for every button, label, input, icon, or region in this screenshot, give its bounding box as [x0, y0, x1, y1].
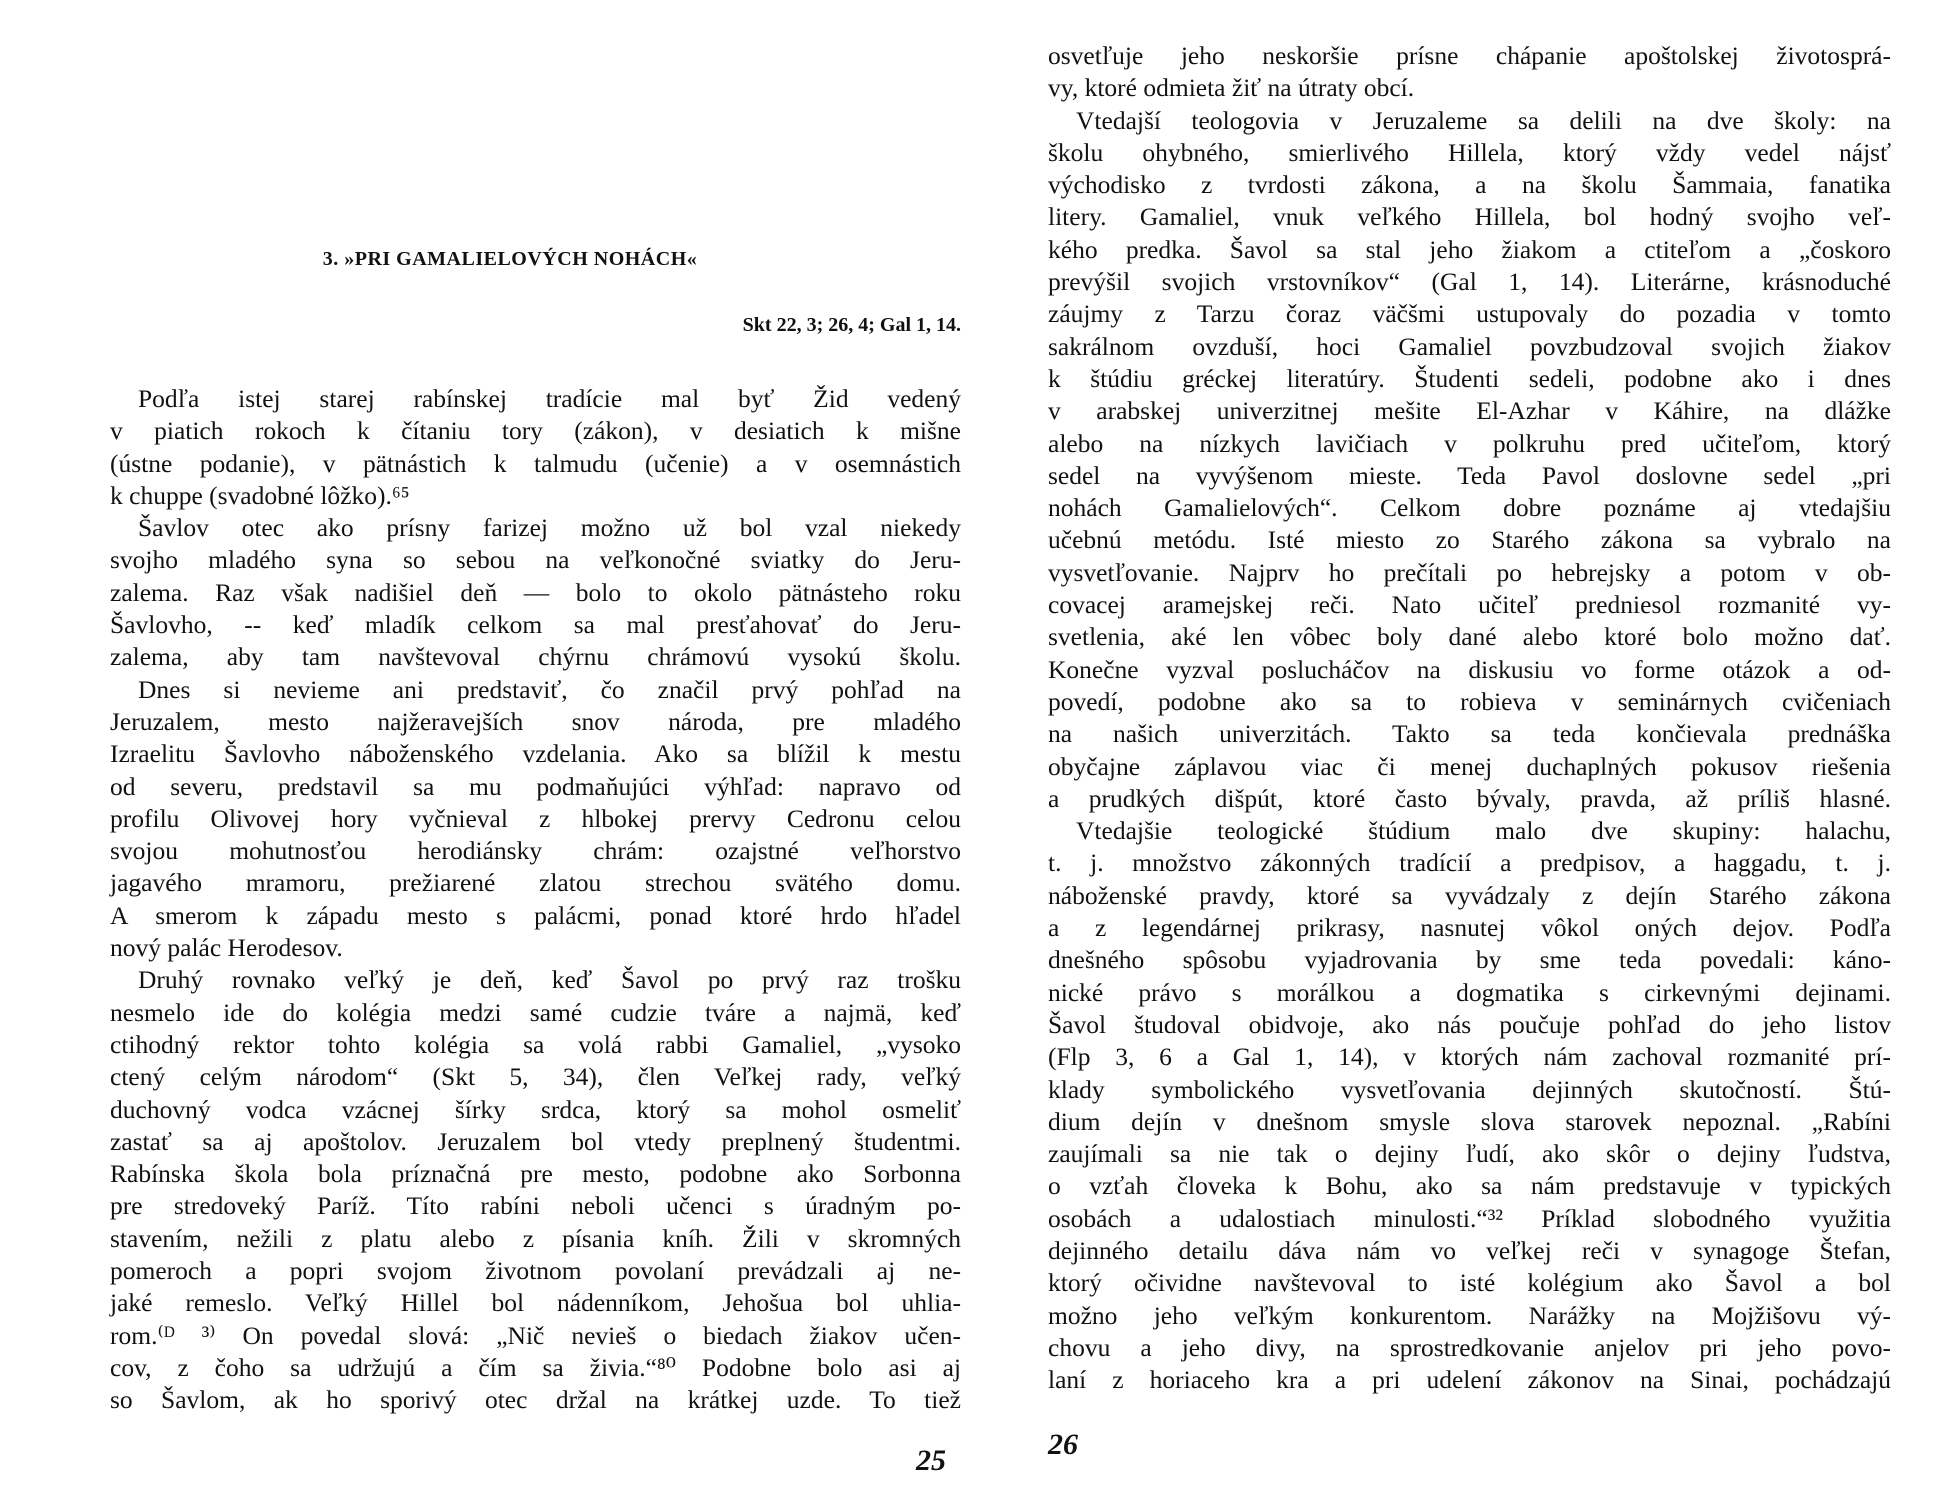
- text-line: chovu a jeho divy, na sprostredkovanie anjelov pri jeho povo-: [1048, 1332, 1891, 1362]
- text-line: v arabskej univerzitnej mešite El-Azhar v Káhire, na dlážke: [1048, 396, 1891, 426]
- text-line: na našich univerzitách. Takto sa teda končievala prednáška: [1048, 719, 1891, 749]
- text-line: stavením, nežili z platu alebo z písania kníh. Žili v skromných: [110, 1223, 961, 1253]
- right-page-text: [1048, 40, 1891, 1396]
- text-line: povedí, podobne ako sa to robieva v seminárnych cvičeniach: [1048, 686, 1891, 716]
- text-line: (Flp 3, 6 a Gal 1, 14), v ktorých nám zachoval rozmanité prí-: [1048, 1042, 1891, 1072]
- text-line: litery. Gamaliel, vnuk veľkého Hillela, bol hodný svojho veľ-: [1048, 202, 1891, 232]
- text-line: zaujímali sa nie tak o dejiny ľudí, ako skôr o dejiny ľudstva,: [1048, 1139, 1891, 1169]
- text-line: pomeroch a popri svojom životnom povolaní prevádzali aj ne-: [110, 1256, 961, 1286]
- text-line: jaké remeslo. Veľký Hillel bol nádenníkom, Jehošua bol uhlia-: [110, 1288, 961, 1318]
- text-line: vy, ktoré odmieta žiť na útraty obcí.: [1048, 73, 1415, 103]
- text-line: pre stredoveký Paríž. Títo rabíni neboli učenci s úradným po-: [110, 1191, 961, 1221]
- text-line: cov, z čoho sa udržujú a čím sa živia.“⁸⁰ Podobne bolo asi aj: [110, 1352, 961, 1382]
- text-line: kého predka. Šavol sa stal jeho žiakom a ctiteľom a „čoskoro: [1048, 234, 1891, 264]
- text-line: svetlenia, aké len vôbec boly dané alebo ktoré bolo možno dať.: [1048, 622, 1891, 652]
- text-line: prevýšil svojich vrstovníkov“ (Gal 1, 14). Literárne, krásnoduché: [1048, 267, 1891, 297]
- text-line: svojou mohutnosťou herodiánsky chrám: ozajstné veľhorstvo: [110, 836, 961, 866]
- text-line: Šavlov otec ako prísny farizej možno už bol vzal niekedy: [138, 513, 961, 543]
- text-line: profilu Olivovej hory vyčnieval z hlbokej prervy Cedronu celou: [110, 803, 961, 833]
- text-line: obyčajne záplavou viac či menej duchaplných pokusov riešenia: [1048, 751, 1891, 781]
- page-number-left: 25: [916, 1444, 946, 1477]
- text-line: klady symbolického vysvetľovania dejinných skutočností. Štú-: [1048, 1074, 1891, 1104]
- text-line: k štúdiu gréckej literatúry. Študenti sedeli, podobne ako i dnes: [1048, 363, 1891, 393]
- text-line: a z legendárnej prikrasy, nasnutej vôkol oných dejov. Podľa: [1048, 913, 1891, 943]
- text-line: A smerom k západu mesto s palácmi, ponad ktoré hrdo hľadel: [110, 900, 961, 930]
- text-line: ctihodný rektor tohto kolégia sa volá rabbi Gamaliel, „vysoko: [110, 1029, 961, 1059]
- text-line: Podľa istej starej rabínskej tradície mal byť Žid vedený: [138, 384, 961, 413]
- text-line: a prudkých dišpút, ktoré často bývaly, pravda, až príliš hlasné.: [1048, 783, 1891, 813]
- text-line: Izraelitu Šavlovho náboženského vzdelania. Ako sa blížil k mestu: [110, 739, 961, 769]
- text-line: sedel na vyvýšenom mieste. Teda Pavol doslovne sedel „pri: [1048, 460, 1891, 490]
- text-line: ktorý očividne navštevoval to isté kolégium ako Šavol a bol: [1048, 1268, 1891, 1298]
- text-line: zalema. Raz však nadišiel deň — bolo to okolo pätnásteho roku: [110, 577, 961, 607]
- text-line: ctený celým národom“ (Skt 5, 34), člen Veľkej rady, veľký: [110, 1062, 961, 1092]
- text-line: Dnes si nevieme ani predstaviť, čo značil prvý pohľad na: [138, 674, 961, 704]
- text-line: osobách a udalostiach minulosti.“³² Príklad slobodného využitia: [1048, 1203, 1891, 1233]
- text-line: zalema, aby tam navštevoval chýrnu chrámovú vysokú školu.: [110, 642, 961, 672]
- text-line: rom.⁽ᴰ ³⁾ On povedal slová: „Nič nevieš o biedach žiakov učen-: [110, 1320, 961, 1350]
- text-line: covacej aramejskej reči. Nato učiteľ predniesol rozmanité vy-: [1048, 590, 1891, 620]
- text-line: Vtedajšie teologické štúdium malo dve skupiny: halachu,: [1076, 816, 1891, 846]
- text-line: dium dejín v dnešnom smysle slova starovek nepoznal. „Rabíni: [1048, 1106, 1891, 1136]
- text-line: nový palác Herodesov.: [110, 933, 343, 963]
- text-line: zastať sa aj apoštolov. Jeruzalem bol vtedy preplnený študentmi.: [110, 1126, 961, 1156]
- text-line: nohách Gamalielových“. Celkom dobre poznáme aj vtedajšiu: [1048, 493, 1891, 523]
- page-number-right: 26: [1048, 1428, 1078, 1461]
- text-line: jagavého mramoru, prežiarené zlatou strechou svätého domu.: [110, 868, 961, 898]
- text-line: východisko z tvrdosti zákona, a na školu Šammaia, fanatika: [1048, 170, 1891, 200]
- text-line: Jeruzalem, mesto najžeravejších snov národa, pre mladého: [110, 706, 961, 736]
- text-line: dnešného spôsobu vyjadrovania by sme teda povedali: káno-: [1048, 945, 1891, 975]
- text-line: duchovný vodca vzácnej šírky srdca, ktorý sa mohol osmeliť: [110, 1094, 961, 1124]
- text-line: Druhý rovnako veľký je deň, keď Šavol po prvý raz trošku: [138, 965, 961, 995]
- text-line: v piatich rokoch k čítaniu tory (zákon), v desiatich k mišne: [110, 416, 961, 446]
- text-line: nesmelo ide do kolégia medzi samé cudzie tváre a najmä, keď: [110, 997, 961, 1027]
- text-line: vysvetľovanie. Najprv ho prečítali po hebrejsky a potom v ob-: [1048, 557, 1891, 587]
- scripture-reference: Skt 22, 3; 26, 4; Gal 1, 14.: [742, 314, 961, 336]
- text-line: svojho mladého syna so sebou na veľkonočné sviatky do Jeru-: [110, 545, 961, 575]
- text-line: dejinného detailu dáva nám vo veľkej reči v synagoge Štefan,: [1048, 1235, 1891, 1265]
- text-line: alebo na nízkych lavičiach v polkruhu pred učiteľom, ktorý: [1048, 428, 1891, 458]
- text-line: nické právo s morálkou a dogmatika s cirkevnými dejinami.: [1048, 977, 1891, 1007]
- text-line: laní z horiaceho kra a pri udelení zákonov na Sinai, pochádzajú: [1048, 1365, 1891, 1395]
- text-line: učebnú metódu. Isté miesto zo Starého zákona sa vybralo na: [1048, 525, 1891, 555]
- text-line: školu ohybného, smierlivého Hillela, ktorý vždy vedel nájsť: [1048, 137, 1891, 167]
- text-line: osvetľuje jeho neskoršie prísne chápanie apoštolskej životosprá-: [1048, 41, 1891, 70]
- text-line: Konečne vyzval poslucháčov na diskusiu vo forme otázok a od-: [1048, 654, 1891, 684]
- text-line: Šavol študoval obidvoje, ako nás poučuje pohľad do jeho listov: [1048, 1009, 1891, 1039]
- text-line: Rabínska škola bola príznačná pre mesto, podobne ako Sorbonna: [110, 1159, 961, 1189]
- text-line: Vtedajší teologovia v Jeruzaleme sa delili na dve školy: na: [1076, 105, 1891, 135]
- text-line: záujmy z Tarzu čoraz väčšmi ustupovaly do pozadia v tomto: [1048, 299, 1891, 329]
- text-line: sakrálnom ovzduší, hoci Gamaliel povzbudzoval svojich žiakov: [1048, 331, 1891, 361]
- text-line: so Šavlom, ak ho sporivý otec držal na krátkej uzde. To tiež: [110, 1385, 961, 1415]
- text-line: o vzťah človeka k Bohu, ako sa nám predstavuje v typických: [1048, 1171, 1891, 1201]
- text-line: (ústne podanie), v pätnástich k talmudu (učenie) a v osemnástich: [110, 448, 961, 478]
- text-line: t. j. množstvo zákonných tradícií a predpisov, a haggadu, t. j.: [1048, 848, 1891, 878]
- text-line: možno jeho veľkým konkurentom. Narážky na Mojžišovu vý-: [1048, 1300, 1891, 1330]
- text-line: od severu, predstavil sa mu podmaňujúci výhľad: napravo od: [110, 771, 961, 801]
- text-line: k chuppe (svadobné lôžko).⁶⁵: [110, 480, 410, 510]
- text-line: náboženské pravdy, ktoré sa vyvádzaly z dejín Starého zákona: [1048, 880, 1891, 910]
- text-line: Šavlovho, -- keď mladík celkom sa mal presťahovať do Jeru-: [110, 610, 961, 640]
- chapter-heading: 3. »PRI GAMALIELOVÝCH NOHÁCH«: [322, 248, 698, 270]
- left-page-text: [110, 383, 961, 1417]
